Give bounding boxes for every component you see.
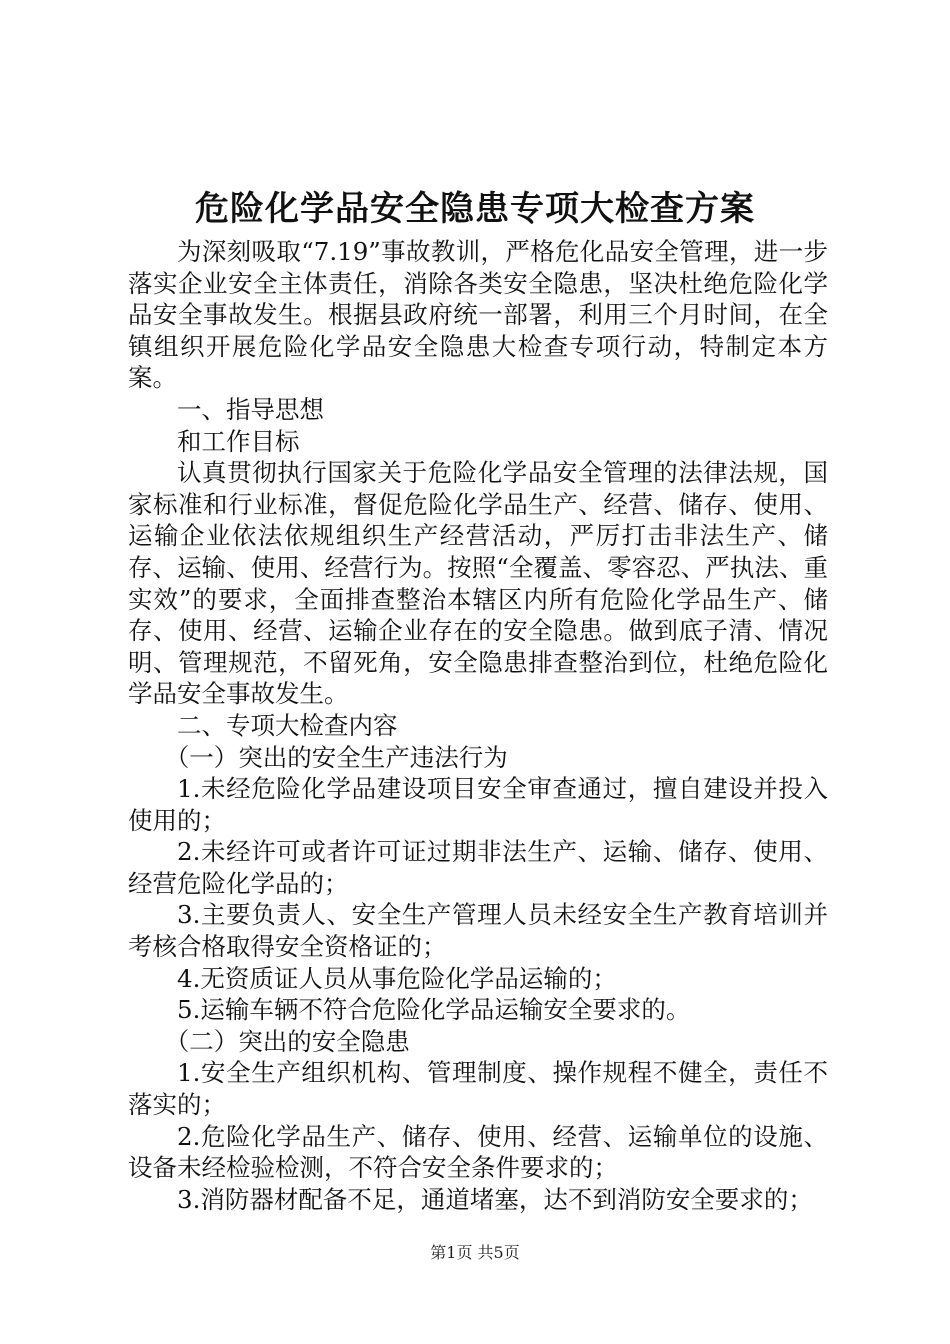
list-item: 2.未经许可或者许可证过期非法生产、运输、储存、使用、经营危险化学品的；: [128, 837, 828, 898]
document-title: 危险化学品安全隐患专项大检查方案: [195, 189, 755, 229]
list-item: 5.运输车辆不符合危险化学品运输安全要求的。: [177, 995, 691, 1025]
list-item: 1.未经危险化学品建设项目安全审查通过，擅自建设并投入使用的；: [128, 774, 828, 835]
list-item: 3.消防器材配备不足，通道堵塞，达不到消防安全要求的；: [177, 1184, 813, 1214]
intro-paragraph: 为深刻吸取“7.19”事故教训，严格危化品安全管理，进一步落实企业安全主体责任，消除各类安全隐患，坚决杜绝危险化学品安全事故发生。根据县政府统一部署，利用三个月时间，在全镇组织开展危险化学品安全隐患大检查专项行动，特制定本方案。: [128, 237, 828, 393]
document-body: [128, 236, 828, 1215]
part-2-heading: （二）突出的安全隐患: [164, 1026, 410, 1056]
list-item: 3.主要负责人、安全生产管理人员未经安全生产教育培训并考核合格取得安全资格证的；: [128, 900, 828, 962]
list-item: 2.危险化学品生产、储存、使用、经营、运输单位的设施、设备未经检验检测，不符合安全条件要求的；: [128, 1121, 828, 1183]
page-footer: 第1页 共5页: [430, 1243, 520, 1262]
section-1-paragraph: 认真贯彻执行国家关于危险化学品安全管理的法律法规，国家标准和行业标准，督促危险化学品生产、经营、储存、使用、运输企业依法依规组织生产经营活动，严厉打击非法生产、储存、运输、使用、经营行为。按照“全覆盖、零容忍、严执法、重实效”的要求，全面排查整治本辖区内所有危险化学品生产、储存、使用、经营、运输企业存在的安全隐患。做到底子清、情况明、管理规范，不留死角，安全隐患排查整治到位，杜绝危险化学品安全事故发生。: [128, 458, 828, 709]
list-item: 1.安全生产组织机构、管理制度、操作规程不健全，责任不落实的；: [128, 1058, 828, 1120]
section-1-subheading: 和工作目标: [177, 426, 300, 456]
list-item: 4.无资质证人员从事危险化学品运输的；: [177, 963, 617, 993]
section-1-heading: 一、指导思想: [177, 394, 324, 424]
part-1-heading: （一）突出的安全生产违法行为: [164, 742, 508, 772]
section-2-heading: 二、专项大检查内容: [177, 710, 398, 740]
